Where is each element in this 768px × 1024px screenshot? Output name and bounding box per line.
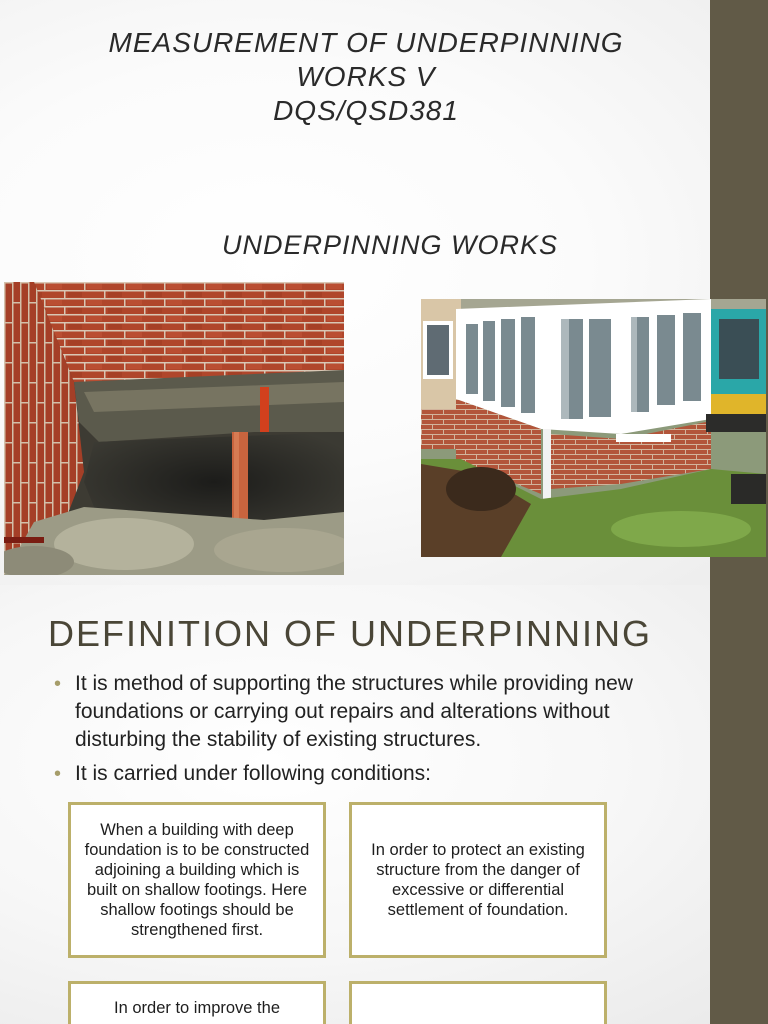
bullet-text: It is method of supporting the structures while providing new foundations or carrying out repairs and alterations without disturbing the stability of existing structures. xyxy=(75,672,633,751)
bullet-item xyxy=(52,760,672,788)
bullet-text: It is carried under following conditions: xyxy=(75,762,432,785)
condition-box-1-text: When a building with deep foundation is to be constructed adjoining a building which is built on shallow footings. Here shallow footings should be strengthened first. xyxy=(84,821,310,939)
bullet-list xyxy=(52,670,672,794)
condition-box-2-text: In order to protect an existing structure from the danger of excessive or differential settlement of foundation. xyxy=(371,841,585,919)
slide-2-title: DEFINITION OF UNDERPINNING xyxy=(48,613,653,654)
conservatory-photo xyxy=(421,299,766,557)
condition-box-3 xyxy=(68,981,326,1024)
bullet-dot-icon: • xyxy=(54,763,62,785)
condition-box-2 xyxy=(349,802,607,958)
slide-2 xyxy=(0,585,768,1024)
slide-1-title xyxy=(60,26,672,128)
slide-1-title-line-3: DQS/QSD381 xyxy=(273,95,459,126)
bullet-item xyxy=(52,670,672,754)
excavation-photo xyxy=(4,282,344,575)
condition-box-4 xyxy=(349,981,607,1024)
condition-box-1 xyxy=(68,802,326,958)
slide-1-subtitle: UNDERPINNING WORKS xyxy=(221,230,558,260)
slide-1-title-line-2: WORKS V xyxy=(296,61,436,92)
bullet-dot-icon: • xyxy=(54,673,62,695)
slide-1-title-line-1: MEASUREMENT OF UNDERPINNING xyxy=(108,27,624,58)
slide-2-side-bar xyxy=(710,585,768,1024)
condition-box-3-text: In order to improve the xyxy=(114,999,280,1017)
